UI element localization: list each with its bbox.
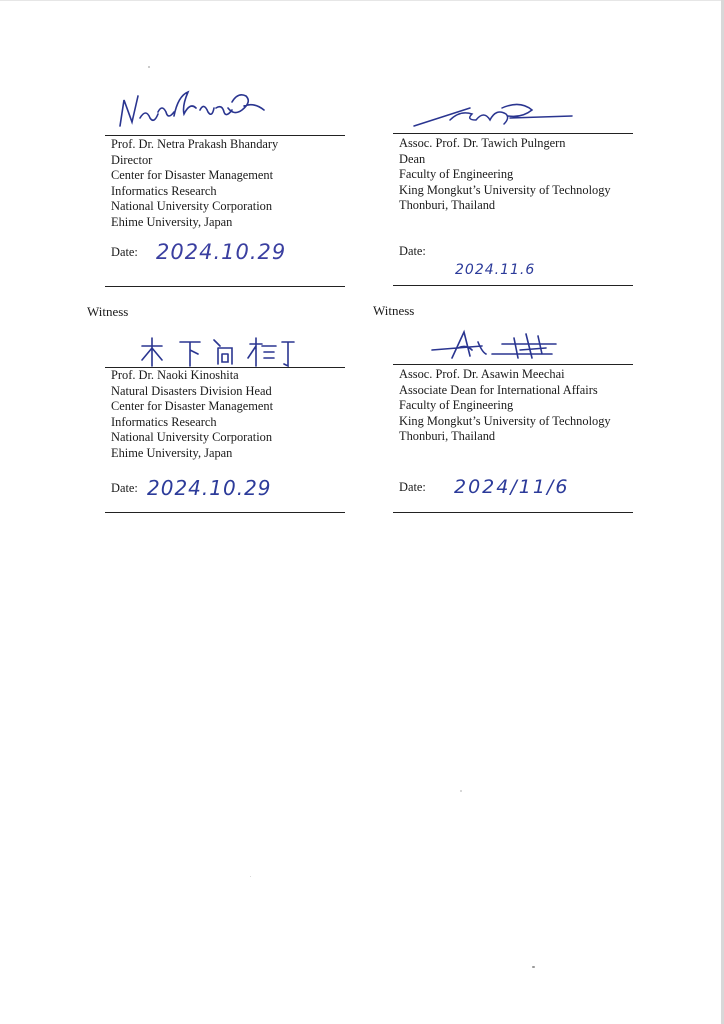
date-label: Date:: [111, 245, 138, 259]
witness-label: Witness: [87, 304, 129, 319]
date-value-handwritten: 2024/11/6: [454, 476, 570, 498]
signatory-org-line: Informatics Research: [111, 183, 217, 198]
signature-kinoshita: [138, 336, 298, 368]
date-label: Date:: [111, 481, 138, 495]
signatory-org-line: Center for Disaster Management: [111, 399, 274, 414]
signature-line: [393, 364, 633, 365]
signatory-org-line: King Mongkut’s University of Technology: [399, 413, 611, 428]
signatory-name: Assoc. Prof. Dr. Asawin Meechai: [399, 367, 565, 381]
date-line: [105, 512, 345, 513]
scan-speck: [250, 876, 251, 877]
signatory-title: Natural Disasters Division Head: [111, 383, 272, 398]
signatory-org-line: Ehime University, Japan: [111, 445, 233, 460]
signatory-org-line: Thonburi, Thailand: [399, 429, 496, 444]
date-value-handwritten: 2024.10.29: [147, 476, 272, 500]
signatory-name: Prof. Dr. Naoki Kinoshita: [111, 368, 239, 382]
signature-line: [393, 133, 633, 134]
scan-speck: [532, 966, 535, 968]
signatory-title: Dean: [399, 151, 426, 166]
signatory-name: Prof. Dr. Netra Prakash Bhandary: [111, 137, 279, 151]
signatory-title: Director: [111, 152, 153, 167]
signatory-org-line: Ehime University, Japan: [111, 214, 233, 229]
signature-line: [105, 135, 345, 136]
signatory-name: Assoc. Prof. Dr. Tawich Pulngern: [399, 136, 566, 150]
date-value-handwritten: 2024.11.6: [455, 262, 536, 278]
witness-label: Witness: [373, 303, 415, 318]
signatory-org-line: Center for Disaster Management: [111, 168, 274, 183]
signature-meechai: [422, 328, 572, 364]
signatory-org-line: Thonburi, Thailand: [399, 198, 496, 213]
scan-speck: [148, 66, 150, 68]
signatory-org-line: Faculty of Engineering: [399, 167, 514, 182]
signatory-org-line: Faculty of Engineering: [399, 398, 514, 413]
signatory-details: [399, 367, 611, 445]
signature-pulngern: [410, 96, 580, 132]
signatory-details: [399, 136, 611, 214]
signatory-org-line: National University Corporation: [111, 199, 273, 214]
date-line: [393, 512, 633, 513]
signatory-title: Associate Dean for International Affairs: [399, 382, 598, 397]
page-edge-top: [0, 0, 724, 1]
date-line: [105, 286, 345, 287]
date-label: Date:: [399, 244, 426, 258]
signatory-org-line: King Mongkut’s University of Technology: [399, 182, 611, 197]
signatory-org-line: National University Corporation: [111, 430, 273, 445]
signature-bhandary: [112, 82, 272, 134]
date-label: Date:: [399, 480, 426, 494]
signatory-org-line: Informatics Research: [111, 414, 217, 429]
signatory-details: [111, 137, 278, 231]
signatory-details: [111, 368, 273, 462]
date-value-handwritten: 2024.10.29: [156, 240, 287, 264]
date-line: [393, 285, 633, 286]
scan-speck: [460, 790, 462, 792]
